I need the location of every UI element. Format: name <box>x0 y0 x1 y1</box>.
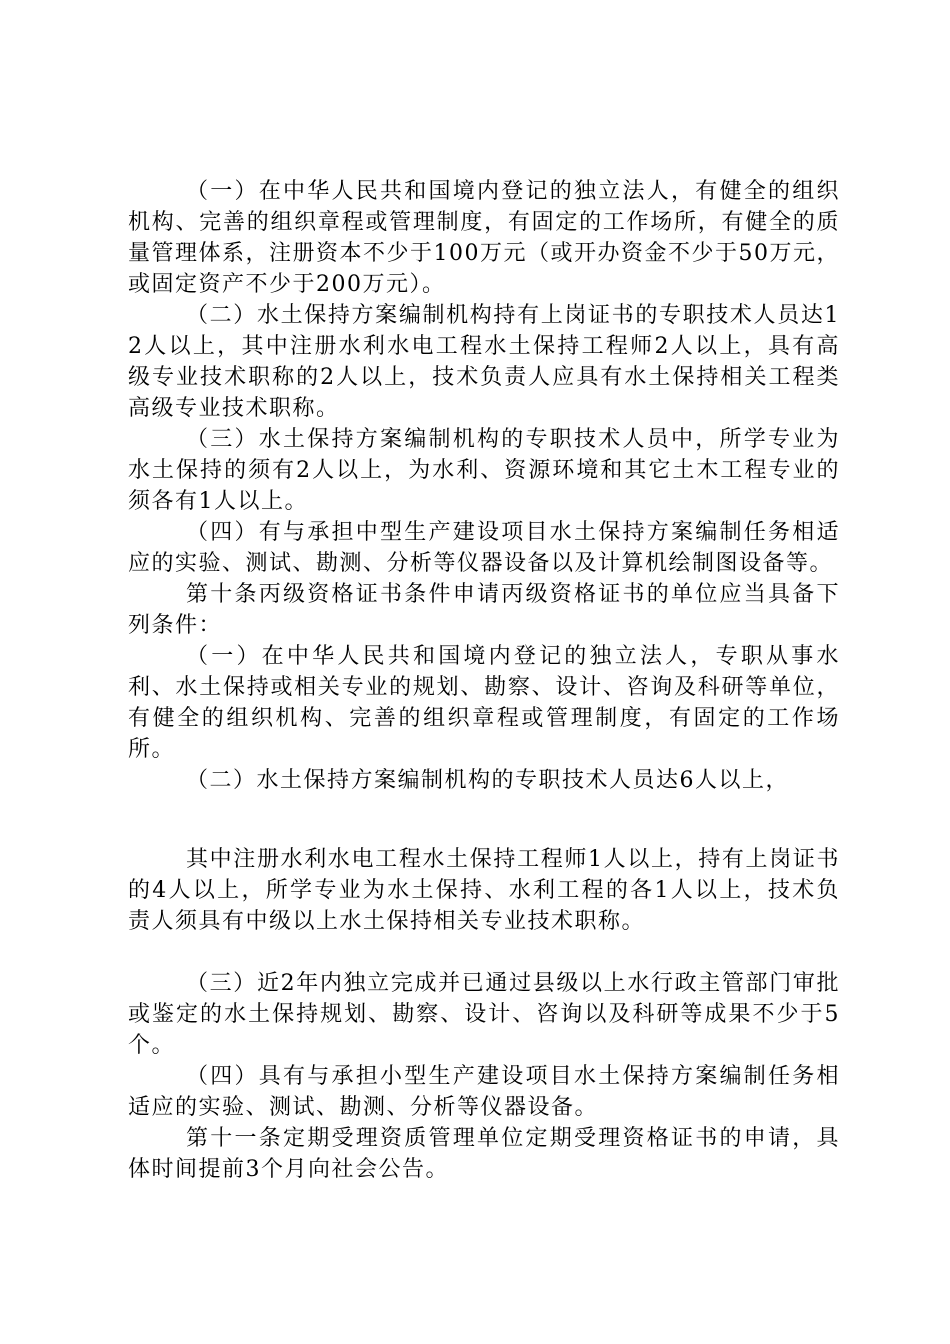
text-block-2 <box>128 844 840 937</box>
paragraph-class-b-item-3: （三）水土保持方案编制机构的专职技术人员中，所学专业为水土保持的须有2人以上，为水利、资源环境和其它土木工程专业的须各有1人以上。 <box>128 427 840 514</box>
paragraph-article-11: 第十一条定期受理资质管理单位定期受理资格证书的申请，具体时间提前3个月向社会公告。 <box>128 1126 840 1182</box>
text-block-3 <box>128 968 840 1185</box>
paragraph-class-b-item-4: （四）有与承担中型生产建设项目水土保持方案编制任务相适应的实验、测试、勘测、分析等仪器设备以及计算机绘制图设备等。 <box>128 520 840 576</box>
paragraph-article-10: 第十条丙级资格证书条件申请丙级资格证书的单位应当具备下列条件： <box>128 582 840 638</box>
paragraph-class-c-item-2: （二）水土保持方案编制机构的专职技术人员达6人以上， <box>186 768 789 793</box>
text-block-1 <box>128 176 840 796</box>
paragraph-class-c-item-3: （三）近2年内独立完成并已通过县级以上水行政主管部门审批或鉴定的水土保持规划、勘察、设计、咨询以及科研等成果不少于5个。 <box>128 971 840 1058</box>
paragraph-class-b-item-1: （一）在中华人民共和国境内登记的独立法人，有健全的组织机构、完善的组织章程或管理制度，有固定的工作场所，有健全的质量管理体系，注册资本不少于100万元（或开办资金不少于50万元，或固定资产不少于200万元）。 <box>128 179 840 297</box>
paragraph-class-c-item-1: （一）在中华人民共和国境内登记的独立法人，专职从事水利、水土保持或相关专业的规划、勘察、设计、咨询及科研等单位，有健全的组织机构、完善的组织章程或管理制度，有固定的工作场所。 <box>128 644 840 762</box>
paragraph-class-c-item-4: （四）具有与承担小型生产建设项目水土保持方案编制任务相适应的实验、测试、勘测、分析等仪器设备。 <box>128 1064 840 1120</box>
paragraph-class-c-item-2-continued: 其中注册水利水电工程水土保持工程师1人以上，持有上岗证书的4人以上，所学专业为水土保持、水利工程的各1人以上，技术负责人须具有中级以上水土保持相关专业技术职称。 <box>128 847 840 934</box>
paragraph-class-b-item-2: （二）水土保持方案编制机构持有上岗证书的专职技术人员达12人以上，其中注册水利水电工程水土保持工程师2人以上，具有高级专业技术职称的2人以上，技术负责人应具有水土保持相关工程类高级专业技术职称。 <box>128 303 840 421</box>
